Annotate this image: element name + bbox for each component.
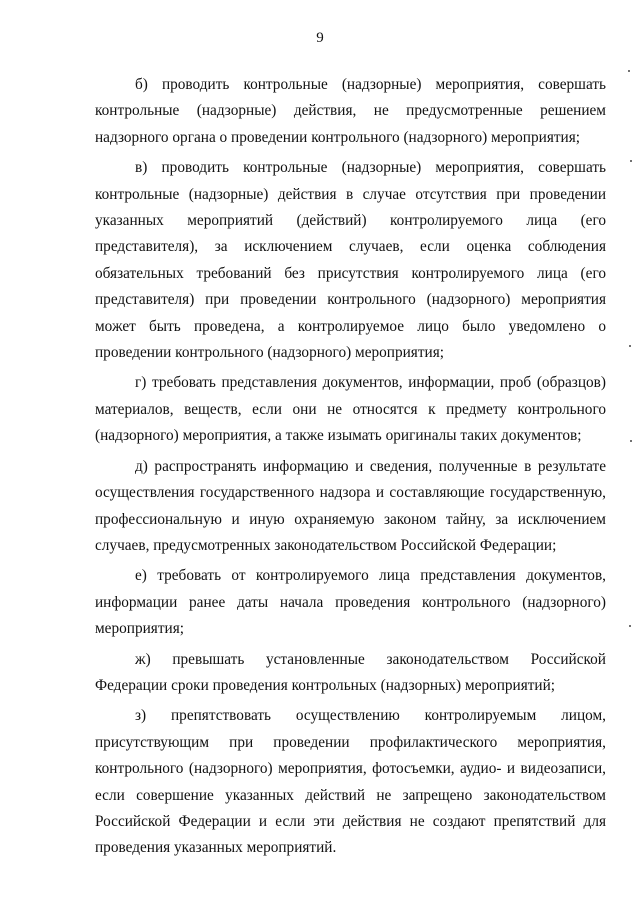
document-body	[95, 72, 606, 866]
paragraph-e: е) требовать от контролируемого лица представления документов, информации ранее даты начала проведения контрольного (надзорного) мероприятия;	[95, 567, 606, 638]
paragraph-v: в) проводить контрольные (надзорные) мероприятия, совершать контрольные (надзорные) действия в случае отсутствия при проведении указанных мероприятий (действий) контролируемого лица (его представителя), за исключением случаев, если оценка соблюдения обязательных требований без присутствия контролируемого лица (его представителя) при проведении контрольного (надзорного) мероприятия может быть проведена, а контролируемое лицо было уведомлено о проведении контрольного (надзорного) мероприятия;	[95, 159, 606, 362]
scan-speck	[630, 160, 632, 162]
paragraph-d: д) распространять информацию и сведения, полученные в результате осуществления государственного надзора и составляющие государственную, профессиональную и иную охраняемую законом тайну, за исключением случаев, предусмотренных законодательством Российской Федерации;	[95, 457, 606, 554]
scan-speck	[629, 345, 631, 347]
paragraph-g: г) требовать представления документов, информации, проб (образцов) материалов, веществ, если они не относятся к предмету контрольного (надзорного) мероприятия, а также изымать оригиналы таких документов;	[95, 374, 606, 445]
paragraph-b: б) проводить контрольные (надзорные) мероприятия, совершать контрольные (надзорные) действия, не предусмотренные решением надзорного органа о проведении контрольного (надзорного) мероприятия;	[95, 76, 606, 146]
scan-speck	[630, 440, 632, 442]
scan-speck	[629, 625, 631, 627]
paragraph-z: з) препятствовать осуществлению контролируемым лицом, присутствующим при проведении профилактического мероприятия, контрольного (надзорного) мероприятия, фотосъемки, аудио- и видеозаписи, если совершение указанных действий не запрещено законодательством Российской Федерации и если эти действия не создают препятствий для проведения указанных мероприятий.	[95, 707, 606, 857]
scan-speck	[628, 70, 630, 72]
page-number: 9	[316, 30, 324, 46]
paragraph-zh: ж) превышать установленные законодательством Российской Федерации сроки проведения контрольных (надзорных) мероприятий;	[95, 650, 606, 694]
